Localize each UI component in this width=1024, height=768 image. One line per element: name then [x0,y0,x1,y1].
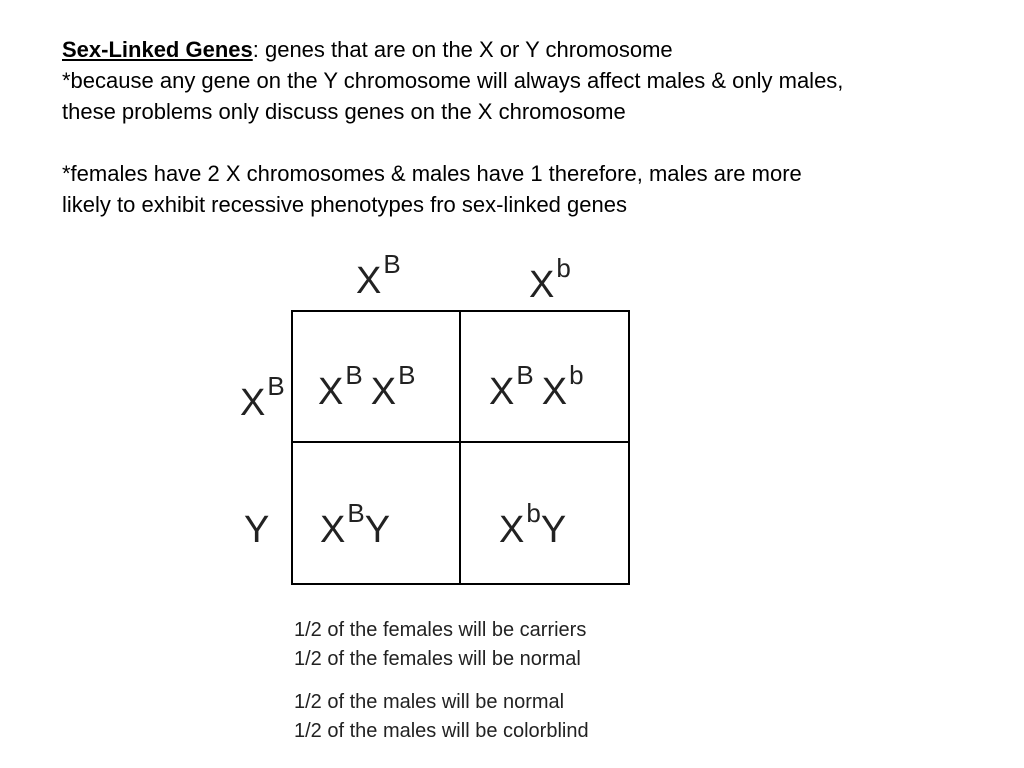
column-header-1: $X^B$ [356,249,401,302]
results-text [294,616,589,746]
cell-female-XBXB: $X^B$ $X^B$ [318,360,416,413]
cell-male-XbY: $X^bY$ [499,498,567,551]
row-header-2: Y [244,509,270,551]
result-males-colorblind: 1/2 of the males will be colorblind [294,720,589,742]
note-y-line-2: these problems only discuss genes on the X chromosome [62,99,626,124]
square-vertical-divider [459,312,461,583]
definition-line [62,34,1002,65]
term-heading: Sex-Linked Genes [62,37,253,62]
row-header-1: $X^B$ [240,371,285,424]
note-females-line-1: *females have 2 X chromosomes & males have 1 therefore, males are more [62,161,802,186]
note-y-line-1: *because any gene on the Y chromosome will always affect males & only males, [62,68,844,93]
result-females-normal: 1/2 of the females will be normal [294,648,581,670]
square-horizontal-divider [293,441,628,443]
term-definition: : genes that are on the X or Y chromosome [252,37,673,62]
result-males-normal: 1/2 of the males will be normal [294,691,565,713]
intro-text [62,34,1002,220]
note-females-line-2: likely to exhibit recessive phenotypes fro sex-linked genes [62,192,627,217]
cell-female-XBXb: $X^B$ $X^b$ [489,360,584,413]
cell-male-XBY: $X^BY$ [320,498,391,551]
column-header-2: $X^b$ [529,253,571,306]
result-females-carriers: 1/2 of the females will be carriers [294,619,587,641]
